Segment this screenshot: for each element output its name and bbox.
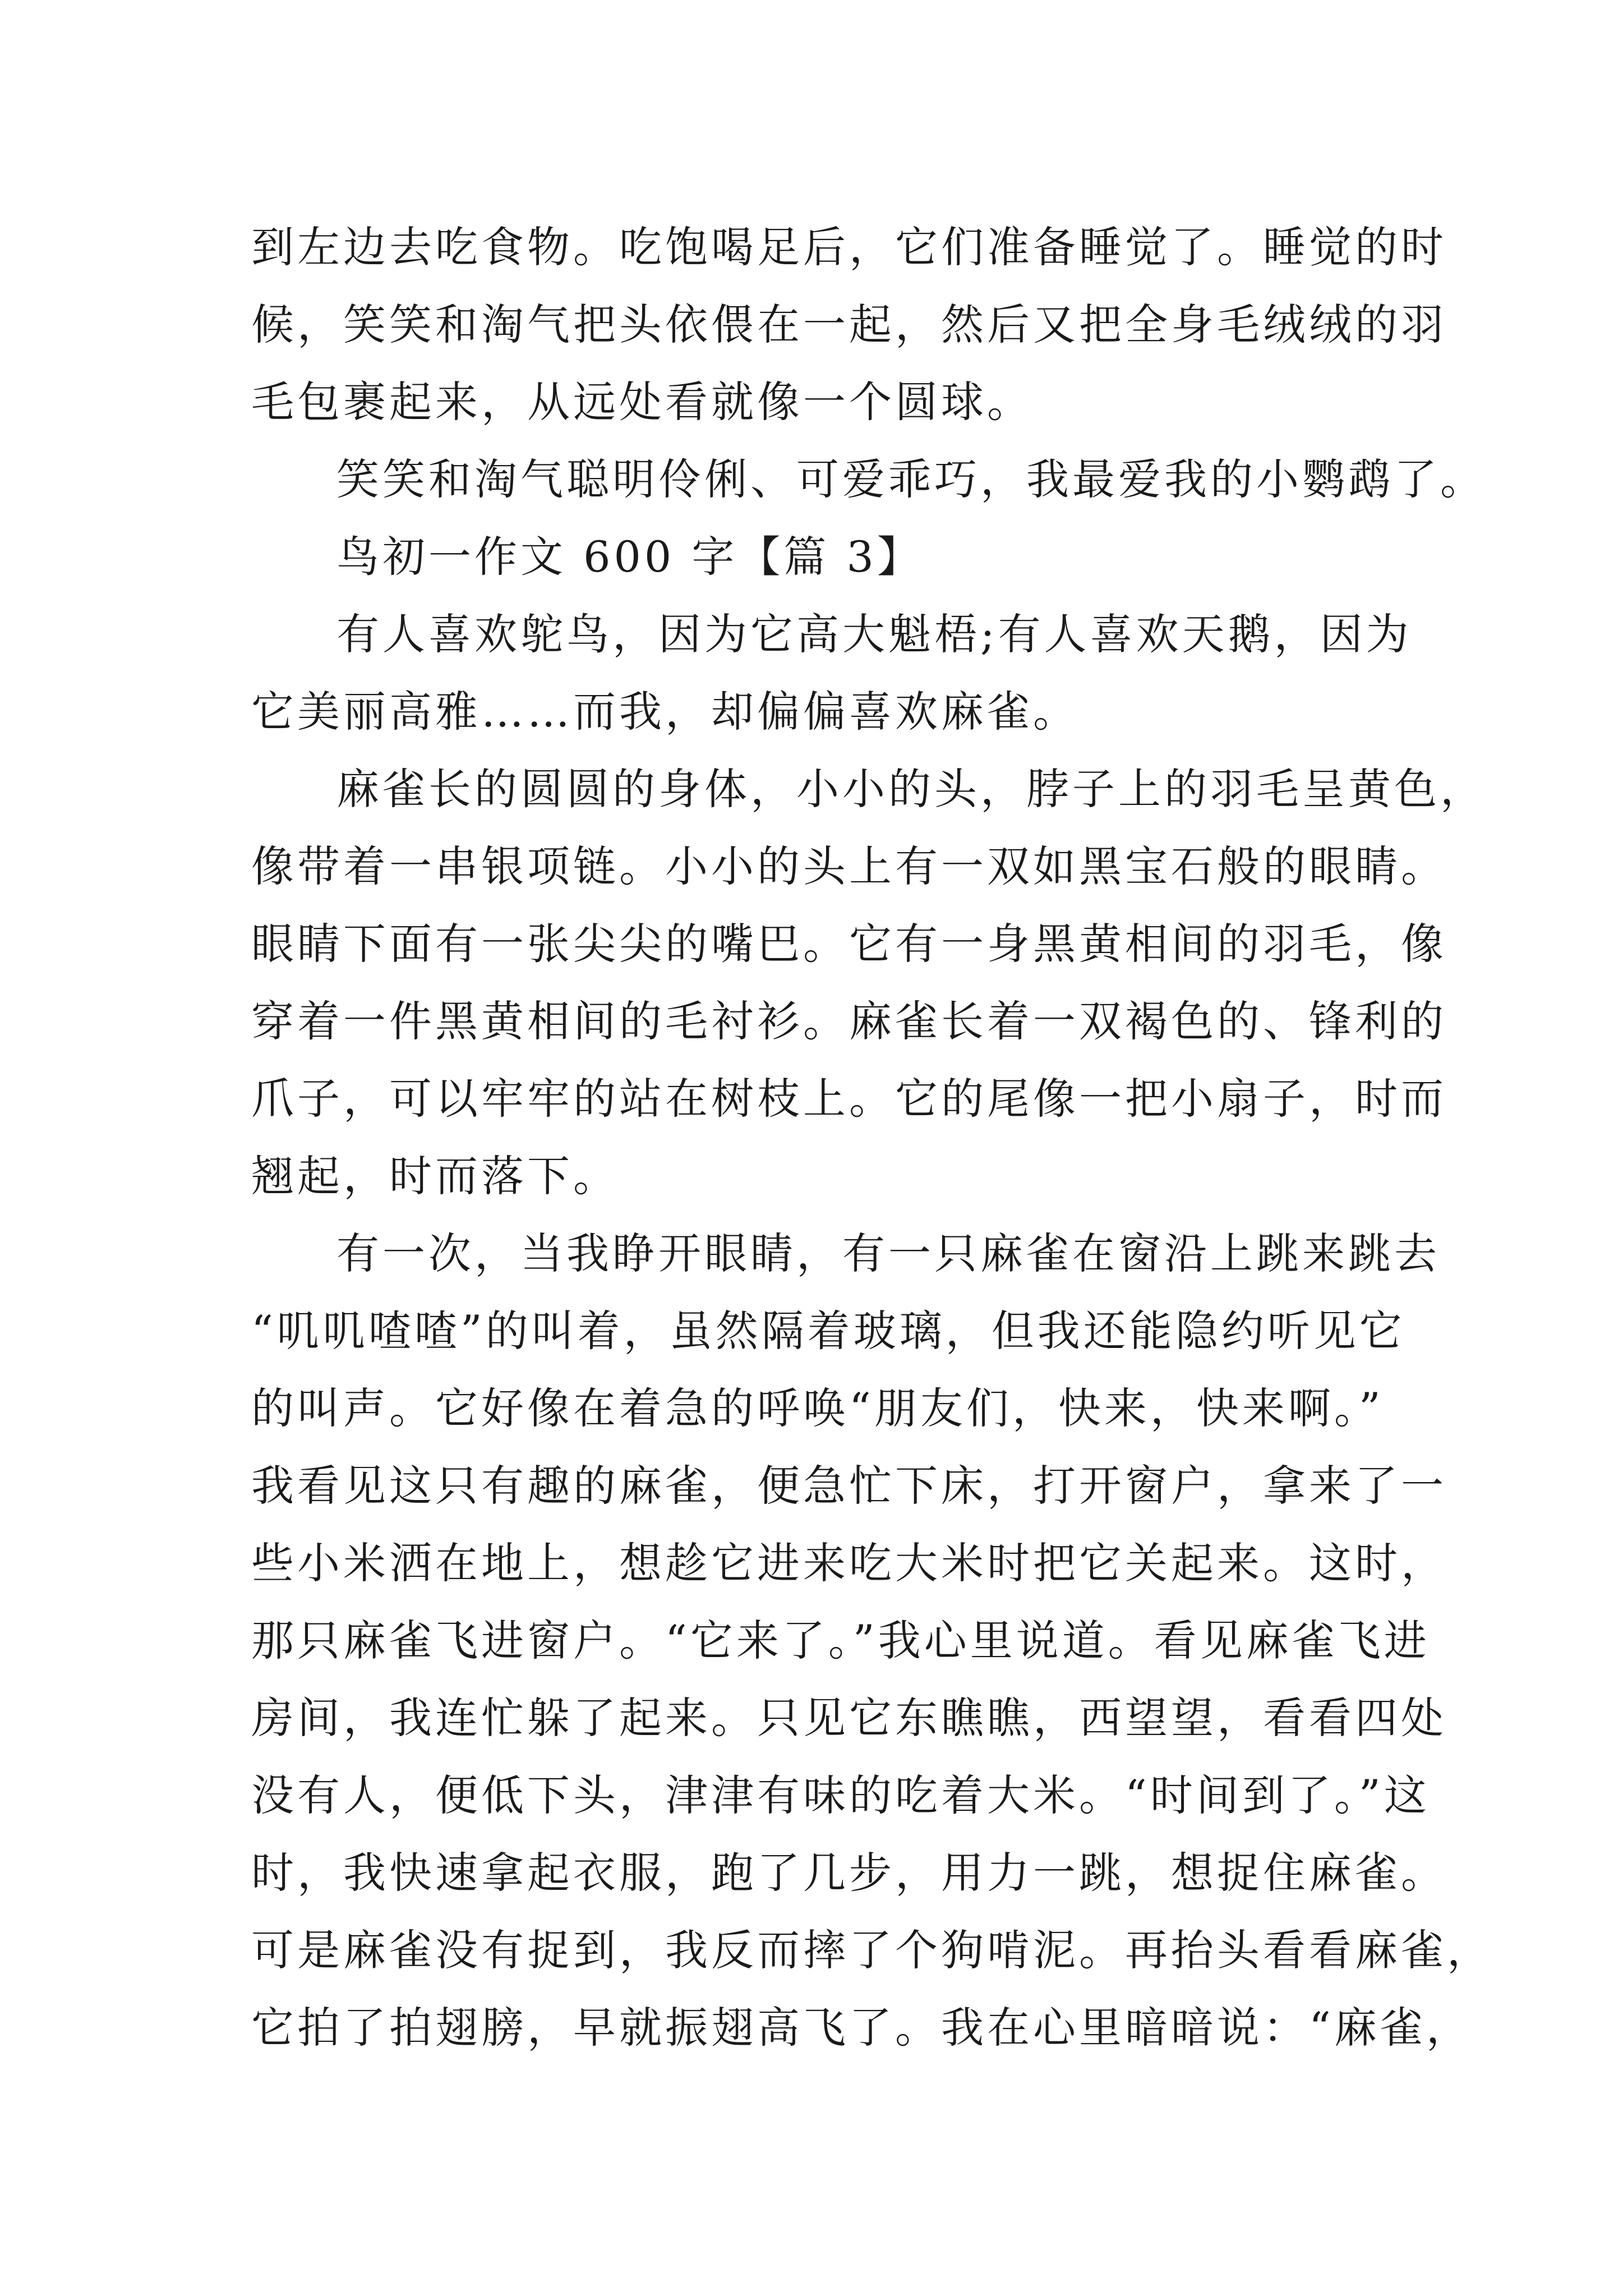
text-line: 没有人，便低下头，津津有味的吃着大米。“时间到了。”这 [251,1770,1430,1820]
body-text [251,209,1493,2067]
text-line: 房间，我连忙躲了起来。只见它东瞧瞧，西望望，看看四处 [251,1693,1447,1743]
text-line: 那只麻雀飞进窗户。“它来了。”我心里说道。看见麻雀飞进 [251,1616,1430,1665]
text-line: 爪子，可以牢牢的站在树枝上。它的尾像一把小扇子，时而 [251,1074,1447,1124]
text-line: 我看见这只有趣的麻雀，便急忙下床，打开窗户，拿来了一 [251,1461,1447,1511]
paragraph-start-line: 有人喜欢鸵鸟，因为它高大魁梧;有人喜欢天鹅，因为 [336,609,1412,659]
text-line: 毛包裹起来，从远处看就像一个圆球。 [251,377,1033,427]
text-line: 像带着一串银项链。小小的头上有一双如黑宝石般的眼睛。 [251,841,1447,891]
text-line: 穿着一件黑黄相间的毛衬衫。麻雀长着一双褐色的、锋利的 [251,996,1447,1046]
text-line: 时，我快速拿起衣服，跑了几步，用力一跳，想捉住麻雀。 [251,1848,1447,1898]
text-line: 它拍了拍翅膀，早就振翅高飞了。我在心里暗暗说：“麻雀， [251,2003,1472,2053]
text-line: “叽叽喳喳”的叫着，虽然隔着玻璃，但我还能隐约听见它 [251,1306,1405,1356]
paragraph-start-line: 有一次，当我睁开眼睛，有一只麻雀在窗沿上跳来跳去 [336,1228,1440,1278]
text-line: 可是麻雀没有捉到，我反而摔了个狗啃泥。再抬头看看麻雀， [251,1925,1493,1975]
text-line: 翘起，时而落下。 [251,1151,619,1201]
text-line: 到左边去吃食物。吃饱喝足后，它们准备睡觉了。睡觉的时 [251,222,1447,272]
section-heading: 鸟初一作文 600 字【篇 3】 [336,532,923,582]
text-line: 眼睛下面有一张尖尖的嘴巴。它有一身黑黄相间的羽毛，像 [251,919,1447,969]
text-line: 些小米洒在地上，想趁它进来吃大米时把它关起来。这时， [251,1538,1447,1588]
paragraph-start-line: 笑笑和淘气聪明伶俐、可爱乖巧，我最爱我的小鹦鹉了。 [336,454,1486,504]
text-line: 候，笑笑和淘气把头依偎在一起，然后又把全身毛绒绒的羽 [251,300,1447,349]
text-line: 它美丽高雅……而我，却偏偏喜欢麻雀。 [251,687,1079,737]
text-line: 的叫声。它好像在着急的呼唤“朋友们，快来，快来啊。” [251,1383,1384,1433]
paragraph-start-line: 麻雀长的圆圆的身体，小小的头，脖子上的羽毛呈黄色， [336,764,1486,814]
